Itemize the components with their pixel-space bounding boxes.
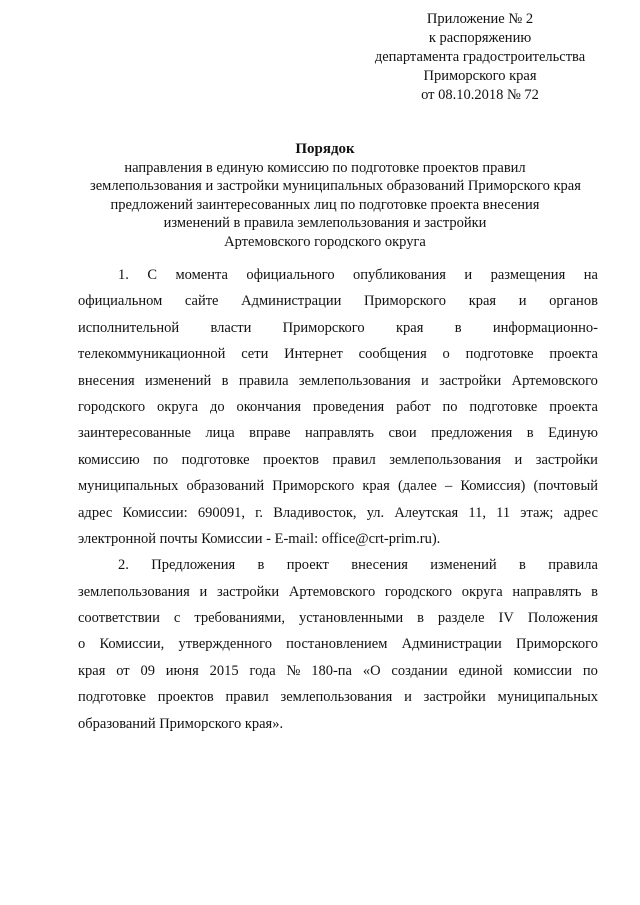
paragraph-line bbox=[78, 420, 598, 446]
word: ул. bbox=[366, 504, 385, 521]
paragraph-line bbox=[78, 684, 598, 710]
appendix-header bbox=[370, 10, 590, 105]
word: создании bbox=[391, 662, 448, 679]
word: сообщения bbox=[358, 346, 427, 363]
word: комиссии bbox=[513, 662, 573, 679]
word: опубликования bbox=[353, 267, 446, 283]
word: Приморского bbox=[516, 636, 598, 653]
paragraph-line bbox=[78, 394, 598, 420]
word: окончания bbox=[236, 398, 301, 415]
word: правила bbox=[548, 557, 598, 574]
word: Артемовского bbox=[511, 372, 598, 389]
word: и bbox=[199, 583, 208, 600]
word: работ bbox=[396, 398, 431, 415]
title-line: Артемовского городского округа bbox=[224, 233, 426, 250]
word: застройки bbox=[423, 689, 486, 706]
title-line: направления в единую комиссию по подготовке проектов правил bbox=[124, 159, 526, 176]
word: по bbox=[442, 398, 458, 415]
word: Комиссии: bbox=[122, 504, 188, 521]
word: Администрации bbox=[241, 293, 342, 310]
word: подготовке bbox=[78, 689, 146, 706]
word: в bbox=[591, 583, 598, 600]
word: свои bbox=[388, 425, 417, 442]
word: округа bbox=[157, 398, 199, 415]
word: 2015 bbox=[209, 662, 239, 679]
word: края bbox=[468, 293, 497, 310]
paragraph-line bbox=[78, 368, 598, 394]
word: образований Приморского края». bbox=[78, 715, 284, 732]
word: установленными bbox=[298, 610, 404, 627]
word: размещения bbox=[490, 267, 566, 283]
paragraph-line bbox=[78, 473, 598, 499]
word: Алеутская bbox=[394, 504, 459, 521]
word: подготовке bbox=[181, 451, 250, 468]
word: подготовке bbox=[469, 398, 538, 415]
word: заинтересованные bbox=[78, 425, 191, 442]
word: «О bbox=[362, 662, 381, 679]
word: внесения bbox=[351, 557, 408, 574]
word: Администрации bbox=[401, 636, 502, 653]
word: Единую bbox=[548, 425, 598, 442]
word: о bbox=[78, 636, 86, 653]
word: землепользования bbox=[280, 689, 393, 706]
word: вправе bbox=[249, 425, 291, 442]
word: постановлением bbox=[286, 636, 388, 653]
word: края bbox=[362, 478, 390, 495]
word: (почтовый bbox=[533, 478, 598, 495]
word: и bbox=[518, 293, 527, 310]
word: 180-па bbox=[311, 662, 352, 679]
word: муниципальных bbox=[497, 689, 598, 706]
word: по bbox=[582, 662, 598, 679]
word: в bbox=[526, 425, 534, 442]
word: утвержденного bbox=[178, 636, 272, 653]
word: о bbox=[442, 346, 450, 363]
word: комиссию bbox=[78, 451, 140, 468]
word: в bbox=[519, 557, 526, 574]
word: адрес bbox=[78, 504, 113, 521]
word: в bbox=[257, 557, 265, 574]
appendix-line: к распоряжению bbox=[428, 30, 532, 46]
paragraph-line bbox=[78, 605, 598, 631]
appendix-line: департамента градостроительства bbox=[374, 49, 586, 65]
word: – bbox=[444, 478, 453, 495]
word: 09 bbox=[140, 662, 155, 679]
word: в bbox=[221, 372, 229, 389]
word: землепользования bbox=[298, 372, 411, 389]
word: 690091, bbox=[197, 504, 245, 521]
word: изменений bbox=[144, 372, 212, 389]
word: сети bbox=[241, 346, 269, 363]
word: Комиссии, bbox=[99, 636, 165, 653]
word: 2. bbox=[118, 557, 129, 574]
word: момента bbox=[175, 267, 228, 283]
word: в bbox=[417, 610, 424, 627]
title-line: предложений заинтересованных лиц по подготовке проекта внесения bbox=[110, 196, 540, 213]
word: внесения bbox=[78, 372, 135, 389]
word: Положения bbox=[527, 610, 598, 627]
paragraph-line bbox=[78, 500, 598, 526]
word: № bbox=[286, 662, 301, 679]
word: образований bbox=[186, 478, 265, 495]
word: городского bbox=[384, 583, 453, 600]
word: официального bbox=[246, 267, 335, 283]
word: и bbox=[404, 689, 412, 706]
word: официальном bbox=[78, 293, 163, 310]
paragraph bbox=[78, 262, 598, 552]
word: телекоммуникационной bbox=[78, 346, 226, 363]
word: края bbox=[78, 662, 106, 679]
word: единой bbox=[458, 662, 503, 679]
paragraph bbox=[78, 552, 598, 737]
paragraph-line bbox=[78, 262, 598, 288]
word: предложения bbox=[431, 425, 513, 442]
word: подготовке bbox=[465, 346, 534, 363]
word: Артемовского bbox=[288, 583, 376, 600]
word: исполнительной bbox=[78, 319, 180, 336]
word: округа bbox=[461, 583, 503, 600]
word: направлять bbox=[305, 425, 375, 442]
word: проекта bbox=[549, 398, 598, 415]
word: С bbox=[147, 267, 157, 283]
paragraph-line bbox=[78, 315, 598, 341]
word: 1. bbox=[118, 267, 129, 283]
word: 11 bbox=[496, 504, 511, 521]
word: соответствии bbox=[78, 610, 160, 627]
word: (далее bbox=[397, 478, 437, 495]
word: Интернет bbox=[284, 346, 343, 363]
word: Владивосток, bbox=[273, 504, 357, 521]
word: адрес bbox=[563, 504, 598, 521]
word: землепользования bbox=[389, 451, 502, 468]
word: правил bbox=[225, 689, 269, 706]
document-title bbox=[90, 140, 581, 251]
word: электронной почты Комиссии - E-mail: office@crt-prim.ru). bbox=[78, 530, 441, 547]
title-line: землепользования и застройки муниципальных образований Приморского края bbox=[90, 178, 581, 194]
word: городского bbox=[78, 398, 146, 415]
paragraph-line bbox=[78, 447, 598, 473]
word: проект bbox=[286, 557, 329, 574]
word: проекта bbox=[549, 346, 598, 363]
word: органов bbox=[549, 293, 598, 310]
word: Предложения bbox=[151, 557, 236, 574]
title-heading: Порядок bbox=[295, 141, 355, 157]
word: в bbox=[454, 319, 462, 336]
word: правил bbox=[332, 451, 376, 468]
word: власти bbox=[210, 319, 252, 336]
word: информационно- bbox=[492, 319, 598, 336]
appendix-line: от 08.10.2018 № 72 bbox=[421, 87, 539, 103]
word: направлять bbox=[512, 583, 582, 600]
paragraph-line bbox=[78, 711, 598, 737]
title-subtitle bbox=[90, 159, 581, 252]
word: проектов bbox=[157, 689, 214, 706]
word: Приморского bbox=[272, 478, 355, 495]
word: застройки bbox=[217, 583, 280, 600]
word: Приморского bbox=[282, 319, 365, 336]
paragraph-line bbox=[78, 526, 598, 552]
word: проектов bbox=[263, 451, 320, 468]
paragraph-line bbox=[78, 579, 598, 605]
paragraph-line bbox=[78, 631, 598, 657]
word: лица bbox=[205, 425, 235, 442]
word: на bbox=[583, 267, 598, 283]
word: до bbox=[209, 398, 225, 415]
word: застройки bbox=[535, 451, 598, 468]
word: изменений bbox=[430, 557, 497, 574]
word: Приморского bbox=[364, 293, 447, 310]
paragraph-line bbox=[78, 288, 598, 314]
word: от bbox=[116, 662, 130, 679]
word: застройки bbox=[439, 372, 502, 389]
word: муниципальных bbox=[78, 478, 179, 495]
word: землепользования bbox=[78, 583, 190, 600]
document-body bbox=[78, 262, 598, 737]
word: правила bbox=[238, 372, 289, 389]
word: требованиями, bbox=[194, 610, 285, 627]
word: и bbox=[514, 451, 523, 468]
appendix-line: Приморского края bbox=[423, 68, 537, 84]
paragraph-line bbox=[78, 341, 598, 367]
paragraph-line bbox=[78, 658, 598, 684]
word: IV bbox=[498, 610, 514, 627]
word: Комиссия) bbox=[460, 478, 526, 495]
word: с bbox=[173, 610, 181, 627]
word: и bbox=[464, 267, 473, 283]
word: г. bbox=[255, 504, 264, 521]
paragraph-line bbox=[78, 552, 598, 578]
word: года bbox=[249, 662, 276, 679]
word: края bbox=[395, 319, 424, 336]
title-line: изменений в правила землепользования и застройки bbox=[163, 215, 487, 231]
word: 11, bbox=[468, 504, 486, 521]
word: июня bbox=[165, 662, 199, 679]
word: проведения bbox=[312, 398, 385, 415]
word: по bbox=[153, 451, 169, 468]
word: и bbox=[421, 372, 429, 389]
appendix-line: Приложение № 2 bbox=[426, 11, 534, 27]
word: этаж; bbox=[520, 504, 554, 521]
word: разделе bbox=[437, 610, 485, 627]
word: сайте bbox=[184, 293, 219, 310]
